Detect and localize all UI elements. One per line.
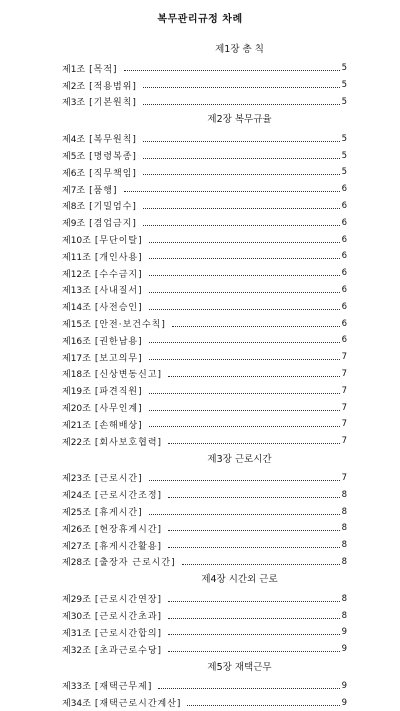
article-title: [적용범위] — [89, 81, 137, 92]
table-of-contents — [62, 40, 347, 711]
dot-leader — [149, 513, 340, 515]
article-number: 제4조 — [62, 135, 86, 146]
page-number: 6 — [341, 217, 347, 228]
dot-leader — [149, 274, 340, 276]
chapter-heading: 제5장 재택근무 — [207, 661, 272, 673]
dot-leader — [143, 140, 340, 142]
dot-leader — [172, 325, 340, 327]
toc-entry[interactable] — [62, 332, 347, 349]
toc-entry[interactable] — [62, 147, 347, 164]
dot-leader — [168, 496, 340, 498]
page-number: 7 — [341, 368, 347, 379]
article-number: 제30조 — [62, 612, 91, 622]
article-number: 제24조 — [62, 491, 91, 502]
toc-entry[interactable] — [62, 130, 347, 147]
page-number: 5 — [341, 80, 347, 91]
article-number: 제6조 — [62, 168, 86, 179]
article-title: [안전·보건수칙] — [94, 320, 166, 331]
dot-leader — [149, 341, 340, 343]
page-number: 5 — [341, 150, 347, 161]
dot-leader — [168, 650, 340, 652]
page-number: 8 — [341, 540, 347, 551]
page-number: 5 — [341, 96, 347, 107]
article-number: 제28조 — [62, 558, 91, 569]
article-title: [사전승인] — [94, 303, 143, 314]
article-title: [재택근무제] — [94, 682, 153, 693]
dot-leader — [149, 257, 340, 259]
article-title: [근로시간] — [94, 474, 143, 485]
article-number: 제1조 — [62, 64, 86, 75]
article-number: 제12조 — [62, 269, 91, 280]
chapter-heading: 제2장 복무규율 — [207, 114, 272, 126]
toc-entry[interactable] — [62, 315, 347, 332]
article-number: 제20조 — [62, 404, 91, 415]
page-number: 8 — [341, 610, 347, 621]
article-number: 제27조 — [62, 541, 91, 552]
page-number: 5 — [341, 133, 347, 144]
toc-entry[interactable] — [62, 231, 347, 248]
page-number: 9 — [341, 644, 347, 655]
dot-leader — [168, 617, 340, 619]
page-number: 5 — [341, 63, 347, 74]
dot-leader — [143, 86, 340, 88]
article-number: 제25조 — [62, 508, 91, 519]
page-number: 6 — [341, 251, 347, 262]
toc-entry[interactable] — [62, 520, 347, 537]
dot-leader — [143, 157, 340, 159]
page-number: 6 — [341, 184, 347, 195]
toc-entry[interactable] — [62, 181, 347, 198]
dot-leader — [149, 409, 340, 411]
article-title: [휴게시간활용] — [94, 541, 163, 552]
dot-leader — [143, 207, 340, 209]
article-number: 제22조 — [62, 437, 91, 448]
page-title: 복무관리규정 차례 — [157, 14, 243, 25]
article-title: [근로시간연장] — [94, 595, 163, 606]
dot-leader — [182, 563, 340, 565]
page-number: 5 — [341, 167, 347, 178]
toc-entry[interactable] — [62, 399, 347, 416]
dot-leader — [168, 375, 340, 377]
toc-entry[interactable] — [62, 537, 347, 554]
toc-entry[interactable] — [62, 607, 347, 624]
dot-leader — [124, 190, 340, 192]
article-number: 제3조 — [62, 98, 86, 109]
page-number: 7 — [341, 402, 347, 413]
article-number: 제9조 — [62, 219, 86, 230]
toc-entry[interactable] — [62, 248, 347, 265]
toc-entry[interactable] — [62, 641, 347, 658]
article-title: [신상변동신고] — [94, 370, 163, 381]
article-title: [겸업금지] — [89, 219, 137, 230]
page-number: 8 — [341, 593, 347, 604]
page-number: 6 — [341, 268, 347, 279]
toc-entry[interactable] — [62, 624, 347, 641]
page-number: 9 — [341, 697, 347, 708]
dot-leader — [149, 425, 340, 427]
toc-entry[interactable] — [62, 214, 347, 231]
article-number: 제34조 — [62, 699, 91, 710]
article-number: 제26조 — [62, 524, 91, 535]
article-number: 제11조 — [62, 252, 91, 263]
page-number: 6 — [341, 335, 347, 346]
dot-leader — [149, 308, 340, 310]
article-title: [무단이탈] — [94, 236, 143, 247]
page-number: 7 — [341, 385, 347, 396]
article-title: [개인사용] — [94, 252, 143, 263]
article-title: [보고의무] — [94, 353, 143, 364]
dot-leader — [187, 704, 339, 706]
toc-entry[interactable] — [62, 94, 347, 111]
toc-entry[interactable] — [62, 590, 347, 607]
toc-entry[interactable] — [62, 77, 347, 94]
toc-entry[interactable] — [62, 265, 347, 282]
article-title: [현장휴게시간] — [94, 524, 163, 535]
toc-entry[interactable] — [62, 678, 347, 695]
article-number: 제7조 — [62, 185, 86, 196]
dot-leader — [168, 546, 340, 548]
article-title: [출장자 근로시간] — [94, 558, 176, 569]
toc-entry[interactable] — [62, 470, 347, 487]
page-number: 6 — [341, 301, 347, 312]
article-number: 제8조 — [62, 202, 86, 213]
page-number: 6 — [341, 284, 347, 295]
article-title: [권한남용] — [94, 336, 143, 347]
chapter-heading: 제4장 시간외 근로 — [201, 574, 278, 586]
article-title: [근로시간조정] — [94, 491, 163, 502]
toc-entry[interactable] — [62, 416, 347, 433]
page-number: 7 — [341, 419, 347, 430]
article-number: 제5조 — [62, 152, 86, 163]
page-number: 6 — [341, 234, 347, 245]
article-title: [직무책임] — [89, 168, 137, 179]
article-title: [기밀엄수] — [89, 202, 137, 213]
dot-leader — [149, 241, 340, 243]
article-number: 제33조 — [62, 682, 91, 693]
dot-leader — [149, 392, 340, 394]
toc-entry[interactable] — [62, 486, 347, 503]
article-title: [수수금지] — [94, 269, 143, 280]
article-number: 제23조 — [62, 474, 91, 485]
dot-leader — [143, 224, 340, 226]
page-number: 7 — [341, 352, 347, 363]
article-title: [휴게시간] — [94, 508, 143, 519]
article-number: 제18조 — [62, 370, 91, 381]
dot-leader — [124, 69, 340, 71]
page-number: 6 — [341, 318, 347, 329]
dot-leader — [168, 633, 340, 635]
page-number: 8 — [341, 489, 347, 500]
article-number: 제21조 — [62, 420, 91, 431]
page-number: 6 — [341, 200, 347, 211]
article-number: 제16조 — [62, 336, 91, 347]
article-number: 제31조 — [62, 628, 91, 639]
toc-entry[interactable] — [62, 366, 347, 383]
dot-leader — [168, 529, 340, 531]
dot-leader — [149, 479, 340, 481]
article-title: [목적] — [89, 64, 118, 75]
toc-entry[interactable] — [62, 198, 347, 215]
article-title: [근로시간초과] — [94, 612, 163, 622]
article-title: [손해배상] — [94, 420, 143, 431]
article-title: [회사보호협력] — [94, 437, 163, 448]
article-title: [파견직원] — [94, 387, 143, 398]
dot-leader — [158, 687, 339, 689]
article-number: 제15조 — [62, 320, 91, 331]
article-title: [초과근로수당] — [94, 645, 163, 656]
toc-entry[interactable] — [62, 433, 347, 450]
article-number: 제14조 — [62, 303, 91, 314]
page-number: 7 — [341, 472, 347, 483]
article-number: 제13조 — [62, 286, 91, 297]
page-number: 9 — [341, 627, 347, 638]
article-title: [명령복종] — [89, 152, 137, 163]
page-number: 8 — [341, 556, 347, 567]
dot-leader — [149, 291, 340, 293]
article-number: 제32조 — [62, 645, 91, 656]
toc-entry[interactable] — [62, 282, 347, 299]
article-number: 제10조 — [62, 236, 91, 247]
article-title: [사무인계] — [94, 404, 143, 415]
page-number: 7 — [341, 436, 347, 447]
page-number: 8 — [341, 506, 347, 517]
page-number: 9 — [341, 680, 347, 691]
article-title: [복무원칙] — [89, 135, 137, 146]
dot-leader — [143, 103, 340, 105]
toc-entry[interactable] — [62, 382, 347, 399]
toc-entry[interactable] — [62, 60, 347, 77]
toc-entry[interactable] — [62, 503, 347, 520]
toc-entry[interactable] — [62, 349, 347, 366]
dot-leader — [168, 442, 340, 444]
toc-entry[interactable] — [62, 298, 347, 315]
chapter-heading: 제3장 근로시간 — [207, 453, 272, 465]
chapter-heading: 제1장 총 칙 — [215, 44, 264, 55]
dot-leader — [143, 173, 340, 175]
dot-leader — [149, 358, 340, 360]
article-number: 제17조 — [62, 353, 91, 364]
toc-entry[interactable] — [62, 164, 347, 181]
toc-entry[interactable] — [62, 554, 347, 571]
dot-leader — [168, 600, 340, 602]
article-number: 제29조 — [62, 595, 91, 606]
article-number: 제19조 — [62, 387, 91, 398]
article-number: 제2조 — [62, 81, 86, 92]
page-number: 8 — [341, 523, 347, 534]
article-title: [사내질서] — [94, 286, 143, 297]
article-title: [품행] — [89, 185, 118, 196]
article-title: [근로시간합의] — [94, 628, 163, 639]
article-title: [재택근로시간계산] — [94, 699, 182, 710]
article-title: [기본원칙] — [89, 98, 137, 109]
